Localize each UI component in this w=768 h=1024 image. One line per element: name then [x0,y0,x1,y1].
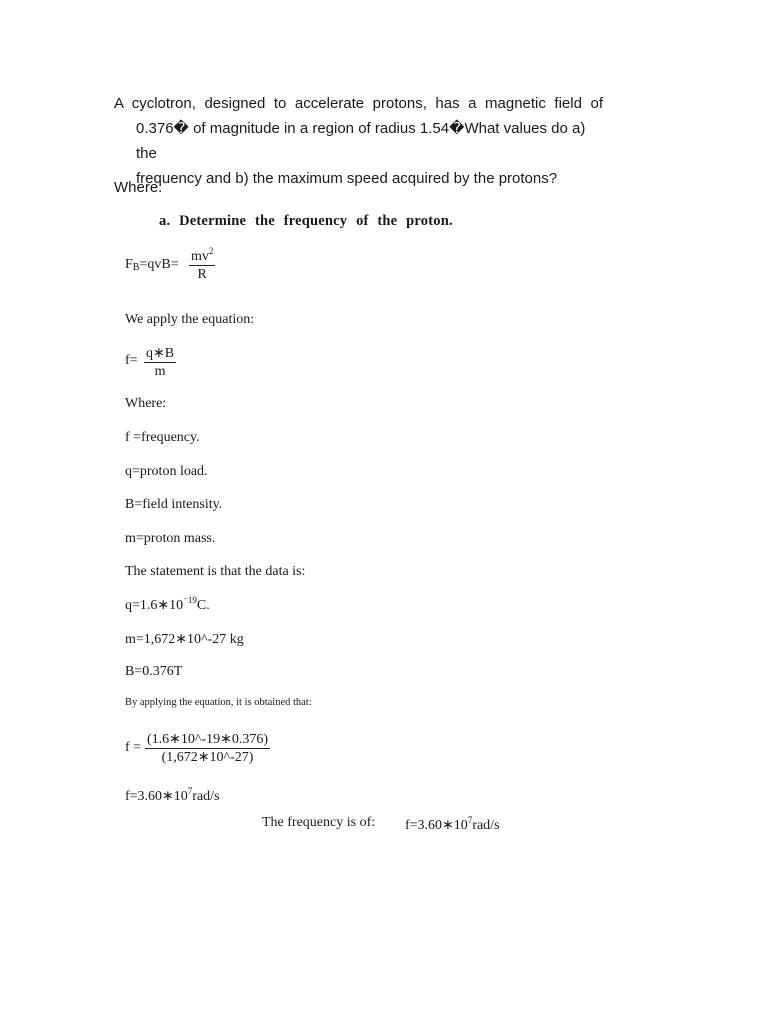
apply-text: We apply the equation: [125,312,255,327]
definition-item: q=proton load. [125,464,208,479]
definition-item: m=proton mass. [125,531,216,546]
statement-text: The statement is that the data is: [125,564,306,579]
calc-fraction [145,732,270,765]
force-fraction [189,246,215,282]
problem-line-3: frequency and b) the maximum speed acquired by the protons? [136,170,558,187]
data-q-base: q=1.6∗10 [125,598,184,613]
freq-fraction [144,346,176,379]
freq-numerator: q∗B [146,346,175,361]
data-q-unit: C. [196,598,210,613]
force-subscript: B [132,262,140,273]
data-m: m=1,672∗10^-27 kg [125,632,244,647]
result-unit: rad/s [192,789,220,804]
conclusion-label: The frequency is of: [262,815,376,830]
where-label: Where: [125,396,167,411]
where-label-top: Where: [114,179,163,196]
force-denominator: R [197,267,207,282]
data-b: B=0.376T [125,664,183,679]
result-exponent: 7 [187,786,193,796]
freq-formula-lhs: f= [125,353,138,368]
result-line [125,788,220,805]
problem-line-2: 0.376� of magnitude in a region of radius 1.54�What values do a) the [136,120,586,162]
calc-denominator: (1,672∗10^-27) [161,750,254,765]
force-symbol: F [125,257,133,272]
calc-lhs: f = [125,740,142,755]
data-q [125,597,210,614]
force-exponent: 2 [208,246,214,256]
part-a-heading: a. Determine the frequency of the proton. [159,213,453,229]
result-base: f=3.60∗10 [125,789,188,804]
conclusion-value [405,817,500,834]
force-equation-lhs [125,257,179,273]
force-rest: =qvB= [139,257,179,272]
data-q-exponent: ⁻19 [183,595,197,605]
conclusion-exponent: 7 [467,815,473,825]
conclusion-unit: rad/s [472,818,500,833]
problem-statement [114,91,603,191]
conclusion-base: f=3.60∗10 [405,818,468,833]
applying-text: By applying the equation, it is obtained that: [125,697,312,708]
force-numerator: mv [191,249,209,264]
calc-numerator: (1.6∗10^-19∗0.376) [147,732,269,747]
problem-line-1: A cyclotron, designed to accelerate protons, has a magnetic field of [114,95,603,112]
freq-denominator: m [154,364,166,379]
definition-item: f =frequency. [125,430,200,445]
definition-item: B=field intensity. [125,497,223,512]
